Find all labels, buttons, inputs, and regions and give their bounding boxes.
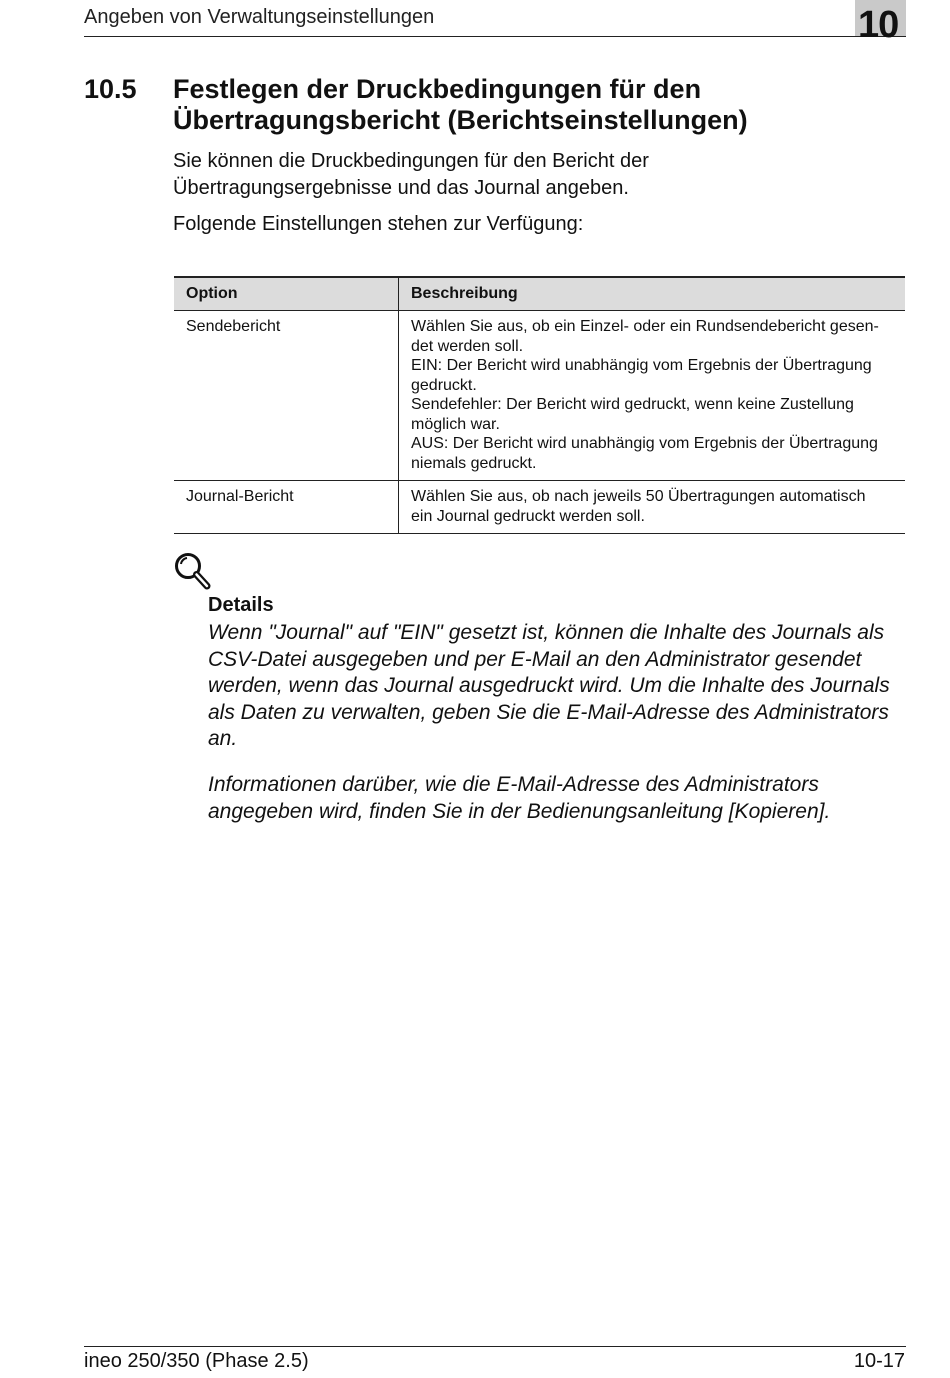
- header-rule: [84, 36, 906, 37]
- description-cell: [399, 311, 906, 481]
- section-number: 10.5: [84, 74, 137, 104]
- table-header-row: [174, 277, 905, 311]
- options-table: [174, 276, 905, 534]
- table-row: [174, 481, 905, 534]
- description-line: niemals gedruckt.: [411, 454, 537, 472]
- column-header-option: Option: [174, 277, 399, 311]
- description-line: Wählen Sie aus, ob ein Einzel- oder ein Rundsendebericht gesen-: [411, 318, 879, 335]
- note-paragraph-2: Informationen darüber, wie die E-Mail-Adresse des Administrators angegeben wird, finden Sie in der Bedienungsanleitung [Kopieren].: [208, 773, 831, 823]
- option-cell: Journal-Bericht: [174, 481, 399, 534]
- description-line: AUS: Der Bericht wird unabhängig vom Ergebnis der Übertragung: [411, 435, 878, 452]
- note-heading: Details: [208, 594, 274, 616]
- description-line: möglich war.: [411, 415, 500, 433]
- footer-product: ineo 250/350 (Phase 2.5): [84, 1350, 309, 1372]
- table-row: [174, 311, 905, 481]
- description-line: det werden soll.: [411, 337, 524, 355]
- option-cell: Sendebericht: [174, 311, 399, 481]
- note-paragraph: Wenn "Journal" auf "EIN" gesetzt ist, können die Inhalte des Journals als CSV-Datei ausgegeben und per E-Mail an den Administrator gesendet werden, wenn das Journal ausgedruckt wird. Um die Inhalte des Journals als Daten zu verwalten, geben Sie die E-Mail-Adresse des Administrators an.: [208, 621, 890, 750]
- description-line: EIN: Der Bericht wird unabhängig vom Ergebnis der Übertragung: [411, 357, 872, 374]
- column-header-description: Beschreibung: [399, 277, 906, 311]
- page-number: 10-17: [853, 1350, 905, 1372]
- description-line: Wählen Sie aus, ob nach jeweils 50 Übertragungen automatisch: [411, 488, 866, 505]
- section-title: Festlegen der Druckbedingungen für den Übertragungsbericht (Berichtseinstellungen): [173, 74, 748, 135]
- magnifier-icon: [174, 552, 212, 597]
- description-line: gedruckt.: [411, 376, 477, 394]
- running-header: Angeben von Verwaltungseinstellungen: [84, 6, 435, 28]
- intro-paragraph: Sie können die Druckbedingungen für den Bericht der Übertragungsergebnisse und das Journal angeben.: [173, 150, 649, 199]
- description-cell: [399, 481, 906, 534]
- description-line: Sendefehler: Der Bericht wird gedruckt, wenn keine Zustellung: [411, 396, 854, 413]
- intro-paragraph-2: Folgende Einstellungen stehen zur Verfügung:: [173, 213, 584, 235]
- footer-rule: [84, 1346, 906, 1347]
- chapter-number: 10: [858, 4, 899, 46]
- description-line: ein Journal gedruckt werden soll.: [411, 507, 645, 525]
